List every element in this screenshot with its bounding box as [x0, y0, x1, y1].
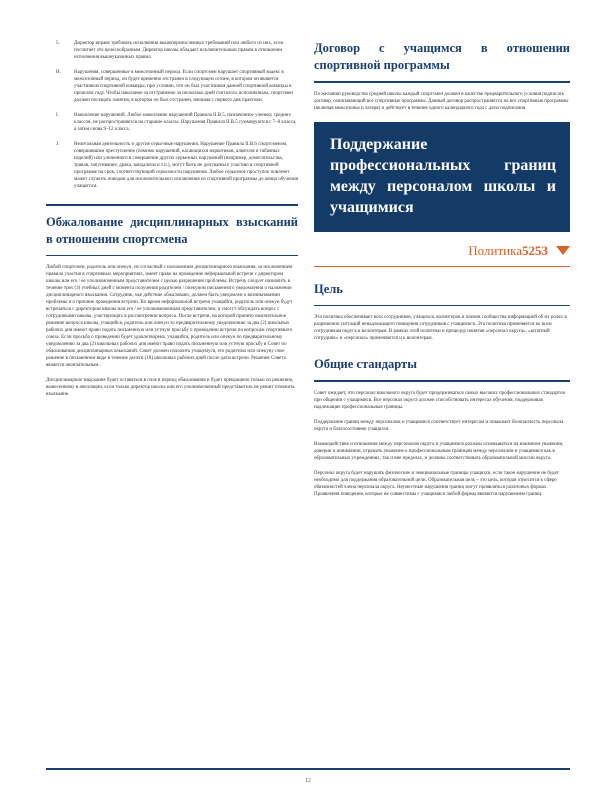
purpose-paragraph: Эта политика обеспечивает всех сотрудников, учащихся, волонтеров и членов сообщества информацией об их ролях в разрешении ситуаций ненадлежащего поведения сотрудников с учащимися. Эта политика применяется ко всем сотрудникам округа и волонтерам. В рамках этой политики и процедур понятия «персонал округа», «штатный сотрудник» и «персонал» применяются и к волонтерам. — [314, 315, 567, 341]
section-divider — [314, 305, 570, 307]
footer-divider — [46, 768, 570, 770]
list-item-number: H. — [56, 70, 61, 75]
left-column — [46, 40, 298, 406]
contract-section-title: Договор с учащимся в отношении спортивной программы — [314, 41, 570, 72]
appeal-section-title: Обжалование дисциплинарных взысканий в отношении спортсмена — [46, 214, 298, 246]
policy-number: 5253 — [522, 242, 548, 258]
triangle-down-icon — [556, 246, 570, 255]
policy-banner — [314, 122, 570, 232]
standards-heading: Общие стандарты — [314, 357, 417, 371]
policy-divider — [314, 266, 570, 267]
list-item — [46, 40, 298, 61]
list-item-text: Нелегальная деятельность и другие серьезные нарушения. Нарушение Правила II.B.6 спортсменом, совершившим преступление (помимо нарушений, касающихся наркотиков, алкоголя и табачных изделий) или уличенного в совершении других серьезных нарушений (например, домогательства, травля, запугивание, драка, вандализм и т.п.), могут быть не допущены к участию в спортивной программе на срок, соответствующий серьезности нарушения. Любое серьезное проступок повлечет может служить поводом для исключительного исключения из спортивной программы до конца обучения учащегося. — [74, 142, 298, 189]
policy-label: Политика — [468, 242, 522, 258]
policy-label-row — [314, 242, 570, 260]
section-divider — [46, 255, 298, 257]
list-item — [46, 141, 298, 190]
list-item — [46, 69, 298, 104]
contract-paragraph: По желанию руководства средней школы каждый спортсмен должен в качестве предварительного условия подписать договор, охватывающий все спортивные программы. Данный договор распространяется на все спортивные программы (включая межсезонье и лагеря) и действует в течение одного календарного года с даты подписания. — [314, 91, 569, 111]
right-column — [314, 40, 570, 506]
section-divider — [314, 81, 570, 83]
list-item-text: Нарушения, совершенные в межсезонный период. Если спортсмен нарушает спортивный кодекс в межсезонный период, он будет временно отстранен в следующем сезоне, в котором он является участником спортивной команды, при условии, что он был участником данной спортивной команды в прошлом году. Чтобы наказание за отстранение за несколько дней считалось исполненным, спортсмен должен посещать занятия, в котором он был отстранен, начиная с первого дня практики. — [74, 70, 293, 103]
list-item — [46, 112, 298, 133]
list-item-text: Накопление нарушений. Любое накопление нарушений Правила II.B.5, назначенное ученику средних классов, не распространяется на старшие классы. Нарушения Правила II.B.5 суммируются с 7–8 класса, а затем снова 9–12 класса. — [74, 113, 297, 132]
list-item-text: Директор вправе требовать исполнения вышеперечисленных требований или любого из них, если посчитает это целесообразным. Директор школы обладает исключительным правом в отношении исполнения вышеуказанных правил. — [74, 41, 284, 60]
section-divider — [46, 204, 298, 206]
rules-list — [46, 40, 298, 190]
appeal-paragraph: Дисциплинарное взыскание будет оставаться в силе в период обжалования и будет прекращено только по решению, вынесенному в апелляции, если только директор школы или его уполномоченный представитель не решит отменить взыскание. — [46, 378, 295, 397]
standards-paragraph: Совет ожидает, что персонал школьного округа будет придерживаться самых высоких профессиональных стандартов при общении с учащимися. Все персонал округа должен способствовать интересах обучения, поддерживая надлежащие профессиональные границы. — [314, 390, 565, 410]
purpose-heading: Цель — [314, 281, 343, 296]
standards-paragraph: Поддержание границ между персоналом и учащимися соответствует интересам и повышает безопасность персонала округа и благосостояние учащихся. — [314, 419, 564, 432]
list-item-number: J. — [56, 142, 60, 147]
standards-paragraph: Персонал округа будет нарушать физические и эмоциональные границы учащихся, если такое нарушение не будет необходимо для поддержания образовательной цели. Образовательная цель – это цель, которая относится к сфере обязанностей члена персонала округа. Неуместные нарушения границ могут проявляться различных формах. Проявления поведения, которые не совместимы с учащимися любой формы являются нарушением границ. — [314, 470, 559, 497]
list-item-number: 5. — [56, 41, 60, 46]
list-item-number: I. — [56, 113, 59, 118]
section-divider — [314, 380, 570, 382]
standards-paragraph: Взаимодействие и отношения между персоналом округа и учащимися должны основываться на взаимном уважении, доверии и понимании, отражать уважение к профессиональным границам между персоналом и учащимися как в образовательных учреждениях, так и вне пределах, и должны соответствовать образовательной миссии округа. — [314, 441, 564, 461]
policy-banner-title: Поддержание профессиональных границ между персоналом школы и учащимися — [330, 135, 556, 216]
page-number: 12 — [305, 778, 311, 784]
appeal-paragraph: Любой спортсмен, родитель или опекун, не согласный с наложением дисциплинарного взыскания, за исключением правила участия в спортивных мероприятиях, имеет право на проведение неформальной встречи с директором школы или его / ее уполномоченным представителем с целью разрешения проблемы. Встречу следует назначить в течение трех (3) учебных дней с момента получения родителем / опекуном письменного уведомления о наложении дисциплинарного взыскания. Сотрудник, чье действие обжаловано, должен быть уведомлен о возникновении проблемы и о причине проведения встречи. Во время неформальной встречи учащийся, родитель или опекун будут встречаться с директором школы или его / ее уполномоченным представителем, и смогут обсуждать вопрос с сотрудниками школы, участвующих в рассмотрении вопроса. После встречи, на которой принято окончательное решение вопроса школы, учащийся, родитель или опекун то предварительному уведомлению за два (2) школьных рабочих дня имеют право подать письменную или устную просьбу о проведении встречи по вопросам спортивного союза. Если просьба о проведении будет удовлетворена, учащийся, родитель или опекун по предварительному уведомлению за два (2) школьных рабочих дня имеют право подать письменную или устную просьбу в Совет по обжалованию дисциплинарных взысканий. Совет должен изложить учащемуся, его родителю или опекуну свое решение в письменном виде в течение десяти (10) школьных рабочих дней после даты встречи. Решение Совета является окончательным. — [46, 265, 293, 368]
